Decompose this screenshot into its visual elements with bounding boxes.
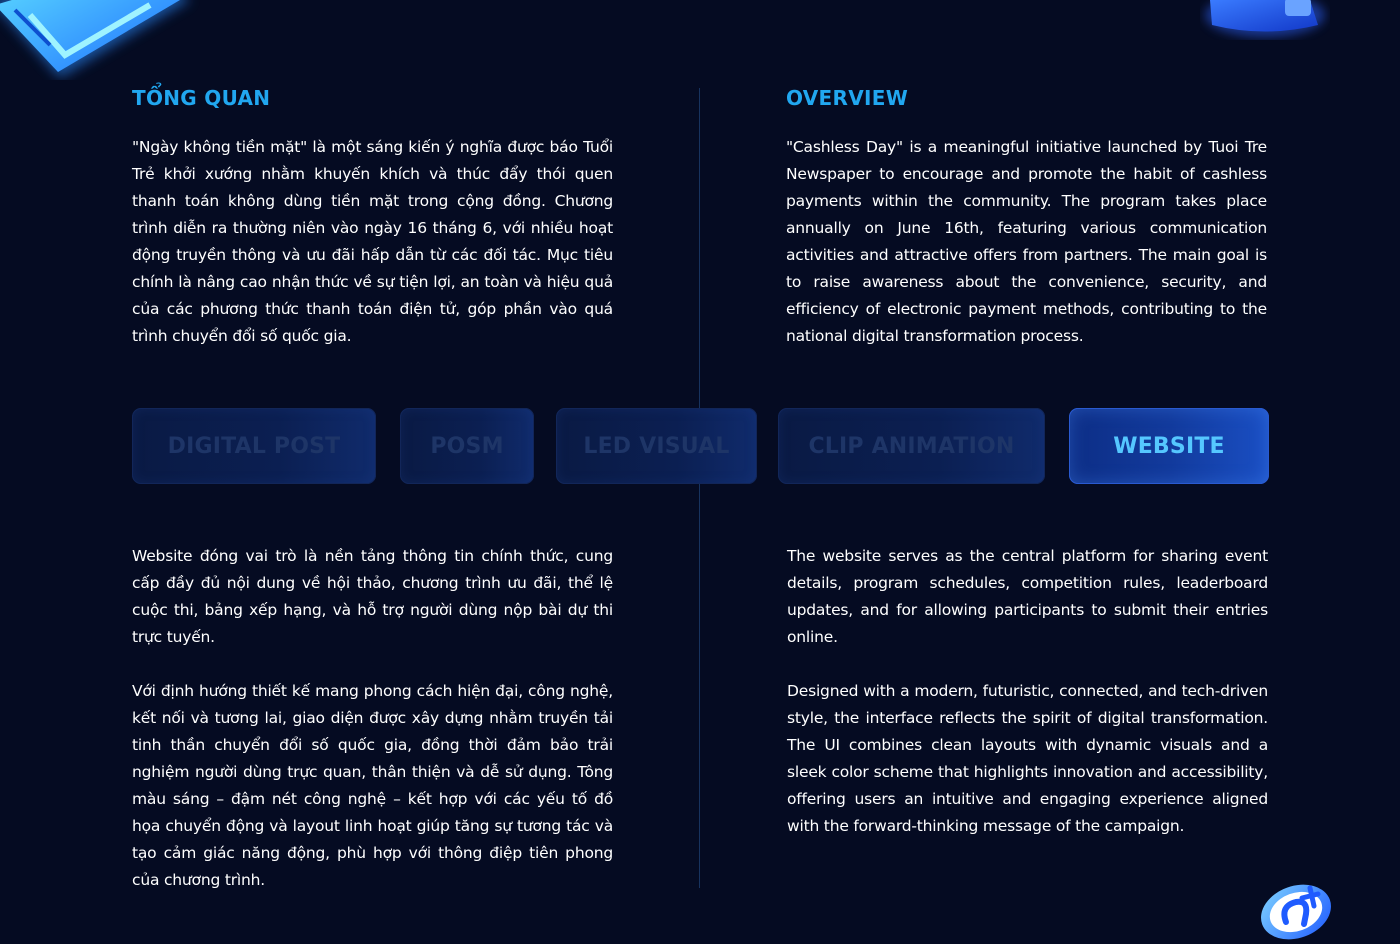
tab-posm[interactable]: POSM [400, 408, 534, 484]
tab-website[interactable]: WEBSITE [1069, 408, 1269, 484]
tab-digital-post[interactable]: DIGITAL POST [132, 408, 376, 484]
glowing-3d-wallet-icon [1200, 0, 1330, 40]
glowing-3d-card-icon [0, 0, 210, 80]
tab-led-visual[interactable]: LED VISUAL [556, 408, 757, 484]
website-en-paragraph-1: The website serves as the central platform for sharing event details, program schedules, competition rules, leaderboard updates, and for allowing participants to submit their entries online. [787, 547, 1268, 646]
website-vi-paragraph-2: Với định hướng thiết kế mang phong cách hiện đại, công nghệ, kết nối và tương lai, giao diện được xây dựng nhằm truyền tải tinh thần chuyển đổi số quốc gia, đồng thời đảm bảo trải nghiệm người dùng trực quan, thân thiện và dễ sử dụng. Tông màu sáng – đậm nét công nghệ – kết hợp với các yếu tố đồ họa chuyển động và layout linh hoạt giúp tăng sự tương tác và tạo cảm giác năng động, phù hợp với thông điệp tiên phong của chương trình. [132, 682, 613, 889]
website-vi-paragraph-1: Website đóng vai trò là nền tảng thông tin chính thức, cung cấp đầy đủ nội dung về hội thảo, chương trình ưu đãi, thể lệ cuộc thi, bảng xếp hạng, và hỗ trợ người dùng nộp bài dự thi trực tuyến. [132, 547, 613, 646]
glowing-brand-logo-icon [1258, 876, 1338, 942]
overview-vi-text: "Ngày không tiền mặt" là một sáng kiến ý nghĩa được báo Tuổi Trẻ khởi xướng nhằm khuyến khích và thúc đẩy thói quen thanh toán không dùng tiền mặt trong cộng đồng. Chương trình diễn ra thường niên vào ngày 16 tháng 6, với nhiều hoạt động truyền thông và ưu đãi hấp dẫn từ các đối tác. Mục tiêu chính là nâng cao nhận thức về sự tiện lợi, an toàn và hiệu quả của các phương thức thanh toán điện tử, góp phần vào quá trình chuyển đổi số quốc gia. [132, 138, 613, 345]
website-en-paragraph-2: Designed with a modern, futuristic, connected, and tech-driven style, the interface reflects the spirit of digital transformation. The UI combines clean layouts with dynamic visuals and a sleek color scheme that highlights innovation and accessibility, offering users an intuitive and engaging experience aligned with the forward-thinking message of the campaign. [787, 682, 1268, 835]
column-divider [699, 88, 700, 888]
overview-en-text: "Cashless Day" is a meaningful initiative launched by Tuoi Tre Newspaper to encourage and promote the habit of cashless payments within the community. The program takes place annually on June 16th, featuring various communication activities and attractive offers from partners. The main goal is to raise awareness about the convenience, security, and efficiency of electronic payment methods, contributing to the national digital transformation process. [786, 138, 1267, 345]
tab-clip-animation[interactable]: CLIP ANIMATION [778, 408, 1045, 484]
overview-vi-heading: TỔNG QUAN [132, 86, 271, 110]
overview-en-heading: OVERVIEW [786, 86, 909, 110]
